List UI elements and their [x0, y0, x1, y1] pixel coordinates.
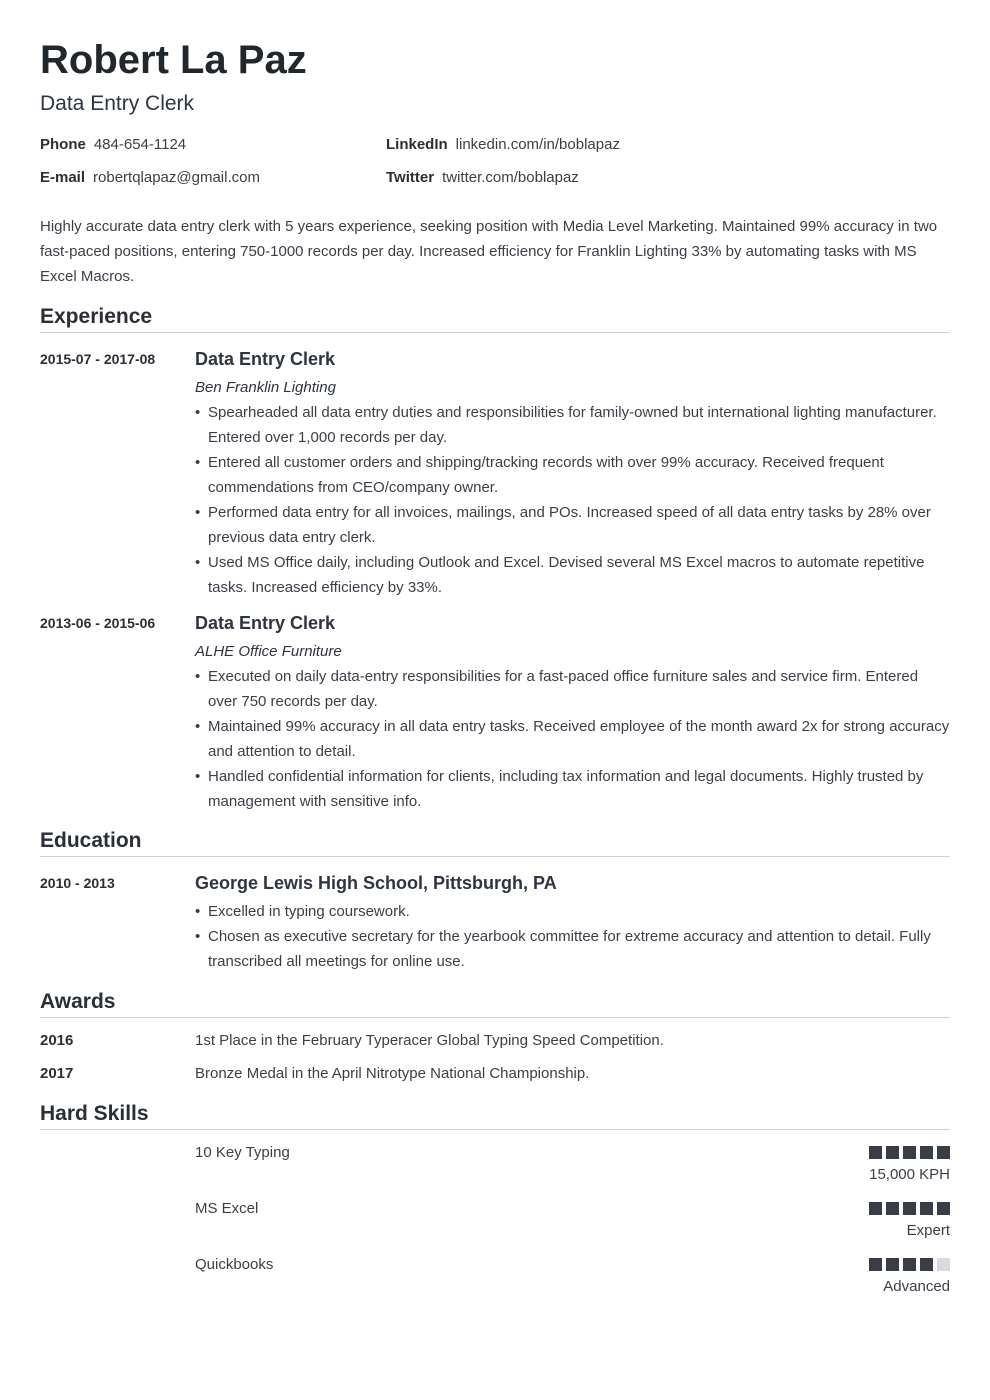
rating-square-filled — [869, 1258, 882, 1271]
bullet-list — [195, 664, 950, 814]
twitter-value: twitter.com/boblapaz — [442, 169, 579, 186]
contact-label: Twitter — [386, 169, 435, 186]
contact-email — [40, 170, 386, 186]
awards-section — [40, 989, 950, 1084]
phone-value: 484-654-1124 — [93, 136, 187, 153]
bullet-item: • Used MS Office daily, including Outlook and Excel. Devised several MS Excel macros to automate repetitive tasks. Increased efficiency by 33%. — [195, 550, 950, 600]
summary-paragraph: Highly accurate data entry clerk with 5 years experience, seeking position with Media Level Marketing. Maintained 99% accuracy in two fast-paced positions, entering 750-1000 records per day. Increased efficiency for Franklin Lighting 33% by automating tasks with MS Excel Macros. — [40, 218, 938, 285]
rating-square-filled — [886, 1258, 899, 1271]
entry-dates: 2015-07 - 2017-08 — [40, 351, 156, 367]
skill-row — [40, 1256, 950, 1298]
rating-square-empty — [937, 1258, 950, 1271]
education-section — [40, 828, 950, 974]
entry-dates: 2010 - 2013 — [40, 875, 115, 891]
linkedin-value: linkedin.com/in/boblapaz — [455, 136, 620, 153]
entry-dates: 2013-06 - 2015-06 — [40, 615, 156, 631]
rating-square-filled — [920, 1146, 933, 1159]
rating-square-filled — [886, 1146, 899, 1159]
email-value: robertqlapaz@gmail.com — [93, 169, 260, 186]
rating-square-filled — [937, 1202, 950, 1215]
skills-list — [40, 1144, 950, 1298]
section-heading: Hard Skills — [40, 1101, 950, 1130]
rating-square-filled — [920, 1202, 933, 1215]
entry-role: Data Entry Clerk — [195, 613, 336, 633]
experience-entry — [40, 611, 950, 814]
job-title: Data Entry Clerk — [40, 92, 195, 115]
bullet-item: • Excelled in typing coursework. — [195, 899, 950, 924]
rating-square-filled — [937, 1146, 950, 1159]
skill-name: 10 Key Typing — [195, 1144, 290, 1161]
skill-row — [40, 1200, 950, 1242]
bullet-item: • Executed on daily data-entry responsibilities for a fast-paced office furniture sales and service firm. Entered over 750 records per day. — [195, 664, 950, 714]
bullet-item: • Chosen as executive secretary for the yearbook committee for extreme accuracy and attention to detail. Fully transcribed all meetings for online use. — [195, 924, 950, 974]
rating-square-filled — [869, 1202, 882, 1215]
entry-role: Data Entry Clerk — [195, 349, 336, 369]
bullet-item: • Entered all customer orders and shipping/tracking records with over 99% accuracy. Received frequent commendations from CEO/company owner. — [195, 450, 950, 500]
rating-square-filled — [903, 1258, 916, 1271]
rating-square-filled — [903, 1202, 916, 1215]
section-heading: Experience — [40, 304, 950, 333]
bullet-list — [195, 899, 950, 974]
section-heading: Education — [40, 828, 950, 857]
bullet-item: • Spearheaded all data entry duties and responsibilities for family-owned but international lighting manufacturer. Entered over 1,000 records per day. — [195, 400, 950, 450]
rating-square-filled — [886, 1202, 899, 1215]
award-text: 1st Place in the February Typeracer Global Typing Speed Competition. — [195, 1032, 664, 1049]
award-row — [40, 1031, 950, 1051]
skill-rating — [869, 1146, 950, 1159]
education-entry — [40, 871, 950, 974]
skill-row — [40, 1144, 950, 1186]
section-heading: Awards — [40, 989, 950, 1018]
award-text: Bronze Medal in the April Nitrotype National Championship. — [195, 1065, 590, 1082]
school-name: George Lewis High School, Pittsburgh, PA — [195, 873, 557, 893]
entry-company: ALHE Office Furniture — [195, 643, 342, 660]
contact-label: Phone — [40, 136, 86, 153]
bullet-item: • Maintained 99% accuracy in all data entry tasks. Received employee of the month award 2x for strong accuracy and attention to detail. — [195, 714, 950, 764]
bullet-item: • Handled confidential information for clients, including tax information and legal documents. Highly trusted by management with sensitive info. — [195, 764, 950, 814]
contact-label: E-mail — [40, 169, 86, 186]
award-year: 2017 — [40, 1065, 74, 1082]
bullet-item: • Performed data entry for all invoices, mailings, and POs. Increased speed of all data entry tasks by 28% over previous data entry clerk. — [195, 500, 950, 550]
skill-name: Quickbooks — [195, 1256, 274, 1273]
skill-rating — [869, 1258, 950, 1271]
contact-phone — [40, 137, 386, 153]
skill-level: Expert — [906, 1222, 950, 1239]
skill-level: Advanced — [883, 1278, 950, 1295]
candidate-name: Robert La Paz — [40, 38, 307, 82]
contact-info — [40, 137, 950, 186]
skill-rating — [869, 1202, 950, 1215]
skill-level: 15,000 KPH — [869, 1166, 950, 1183]
experience-section — [40, 304, 950, 814]
skills-section — [40, 1101, 950, 1298]
experience-entry — [40, 347, 950, 600]
contact-label: LinkedIn — [386, 136, 448, 153]
rating-square-filled — [920, 1258, 933, 1271]
rating-square-filled — [869, 1146, 882, 1159]
contact-twitter — [386, 170, 950, 186]
entry-company: Ben Franklin Lighting — [195, 379, 336, 396]
bullet-list — [195, 400, 950, 600]
contact-linkedin — [386, 137, 950, 153]
skill-name: MS Excel — [195, 1200, 259, 1217]
rating-square-filled — [903, 1146, 916, 1159]
award-row — [40, 1064, 950, 1084]
award-year: 2016 — [40, 1032, 74, 1049]
